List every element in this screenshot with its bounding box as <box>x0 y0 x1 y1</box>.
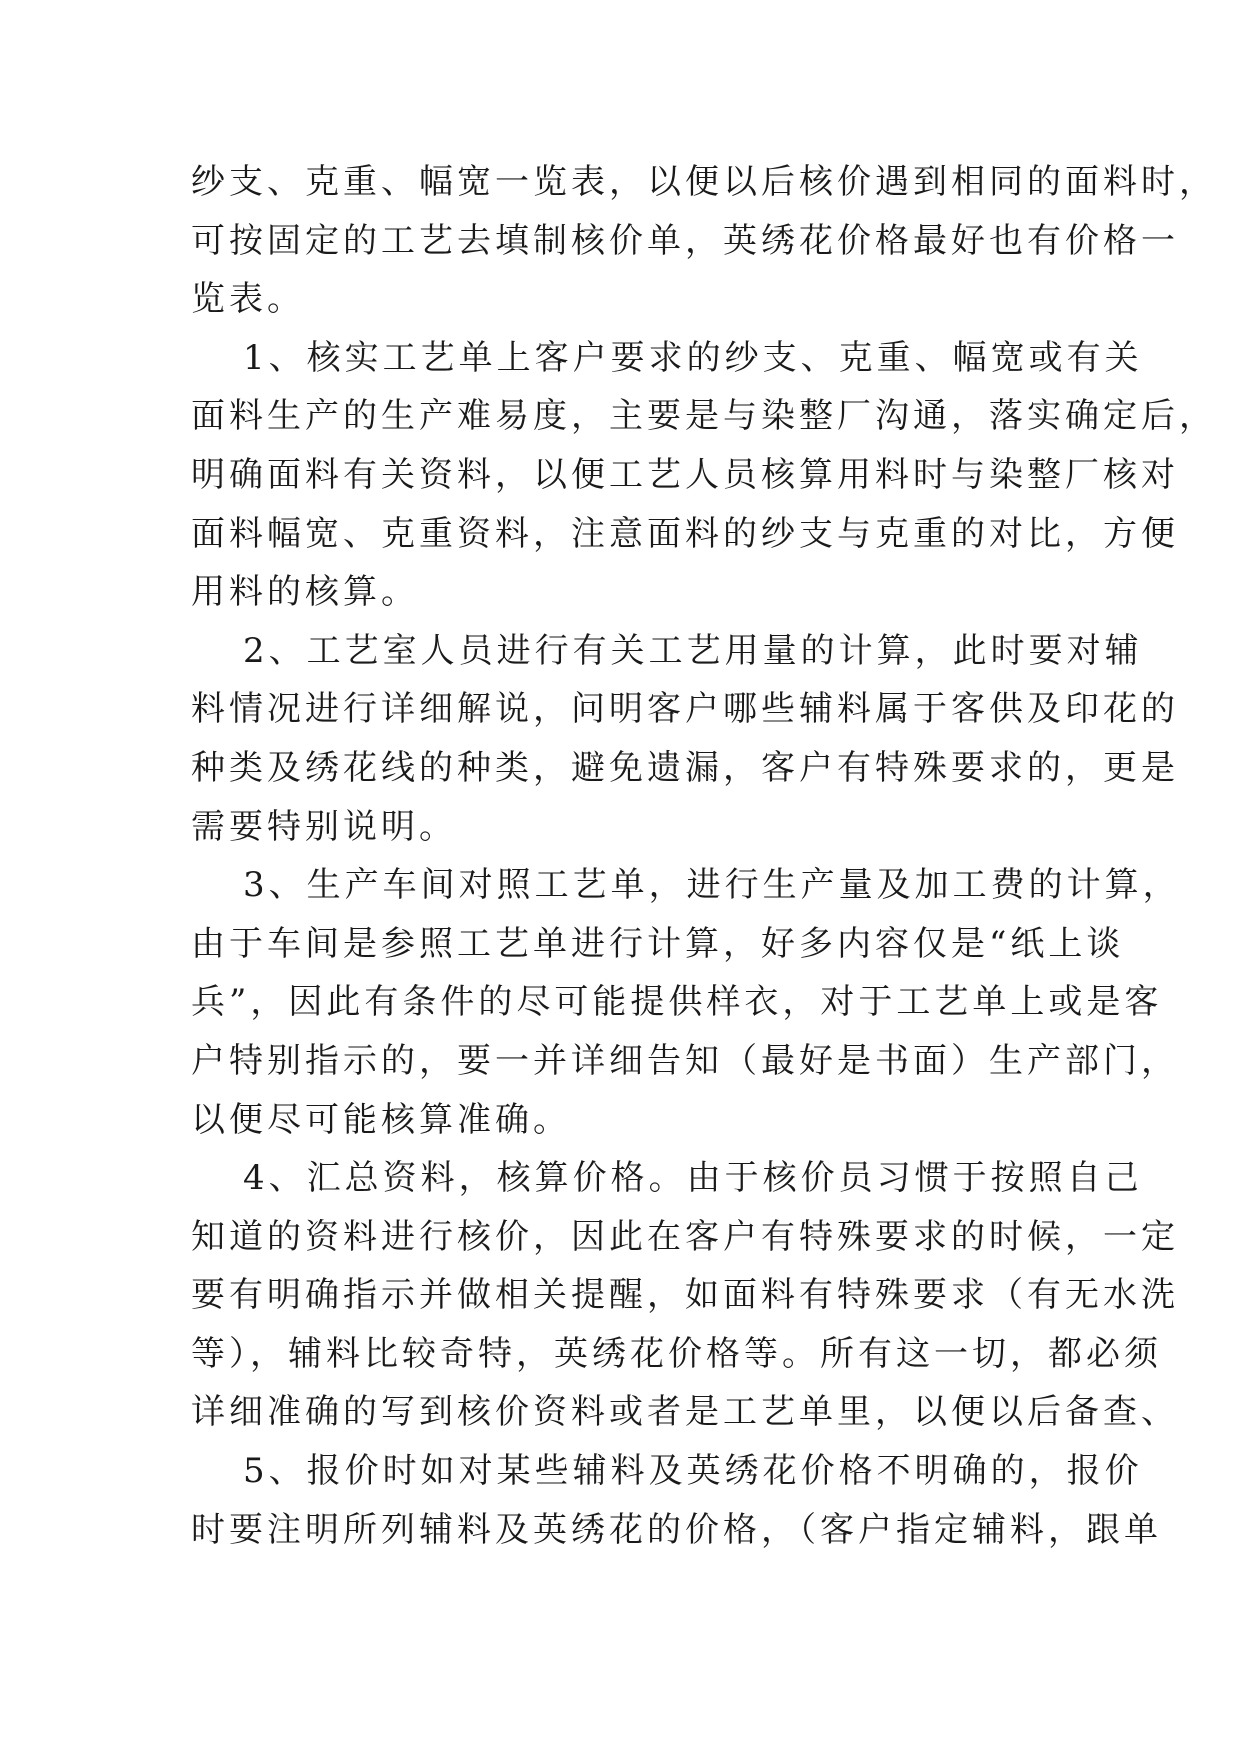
text-line: 种类及绣花线的种类，避免遗漏，客户有特殊要求的，更是 <box>191 747 1179 788</box>
text-line: 明确面料有关资料，以便工艺人员核算用料时与染整厂核对 <box>191 454 1179 495</box>
document-body <box>191 153 1217 1559</box>
text-line: 兵”，因此有条件的尽可能提供样衣，对于工艺单上或是客 <box>191 982 1163 1023</box>
text-line: 户特别指示的，要一并详细告知（最好是书面）生产部门， <box>191 1040 1179 1081</box>
text-line: 以便尽可能核算准确。 <box>191 1099 571 1140</box>
text-line: 3、生产车间对照工艺单，进行生产量及加工费的计算， <box>243 865 1181 906</box>
text-line: 4、汇总资料，核算价格。由于核价员习惯于按照自己 <box>243 1158 1143 1199</box>
text-line: 1、核实工艺单上客户要求的纱支、克重、幅宽或有关 <box>243 337 1143 378</box>
text-line: 用料的核算。 <box>191 572 419 613</box>
text-line: 5、报价时如对某些辅料及英绣花价格不明确的，报价 <box>243 1451 1143 1492</box>
text-line: 览表。 <box>191 279 305 320</box>
text-line: 料情况进行详细解说，问明客户哪些辅料属于客供及印花的 <box>191 689 1179 730</box>
text-line: 时要注明所列辅料及英绣花的价格，（客户指定辅料，跟单 <box>191 1509 1162 1550</box>
text-line: 知道的资料进行核价，因此在客户有特殊要求的时候，一定 <box>191 1216 1179 1257</box>
text-line: 2、工艺室人员进行有关工艺用量的计算，此时要对辅 <box>243 630 1143 671</box>
text-line: 面料幅宽、克重资料，注意面料的纱支与克重的对比，方便 <box>191 513 1179 554</box>
text-line: 面料生产的生产难易度，主要是与染整厂沟通，落实确定后， <box>191 396 1217 437</box>
text-line: 由于车间是参照工艺单进行计算，好多内容仅是“纸上谈 <box>191 923 1125 964</box>
text-line: 需要特别说明。 <box>191 806 457 847</box>
text-line: 要有明确指示并做相关提醒，如面料有特殊要求（有无水洗 <box>191 1275 1179 1316</box>
text-line: 可按固定的工艺去填制核价单，英绣花价格最好也有价格一 <box>191 220 1179 261</box>
text-line: 等），辅料比较奇特，英绣花价格等。所有这一切，都必须 <box>191 1333 1162 1374</box>
text-line: 详细准确的写到核价资料或者是工艺单里，以便以后备查、 <box>191 1392 1179 1433</box>
text-line: 纱支、克重、幅宽一览表，以便以后核价遇到相同的面料时， <box>191 162 1217 202</box>
